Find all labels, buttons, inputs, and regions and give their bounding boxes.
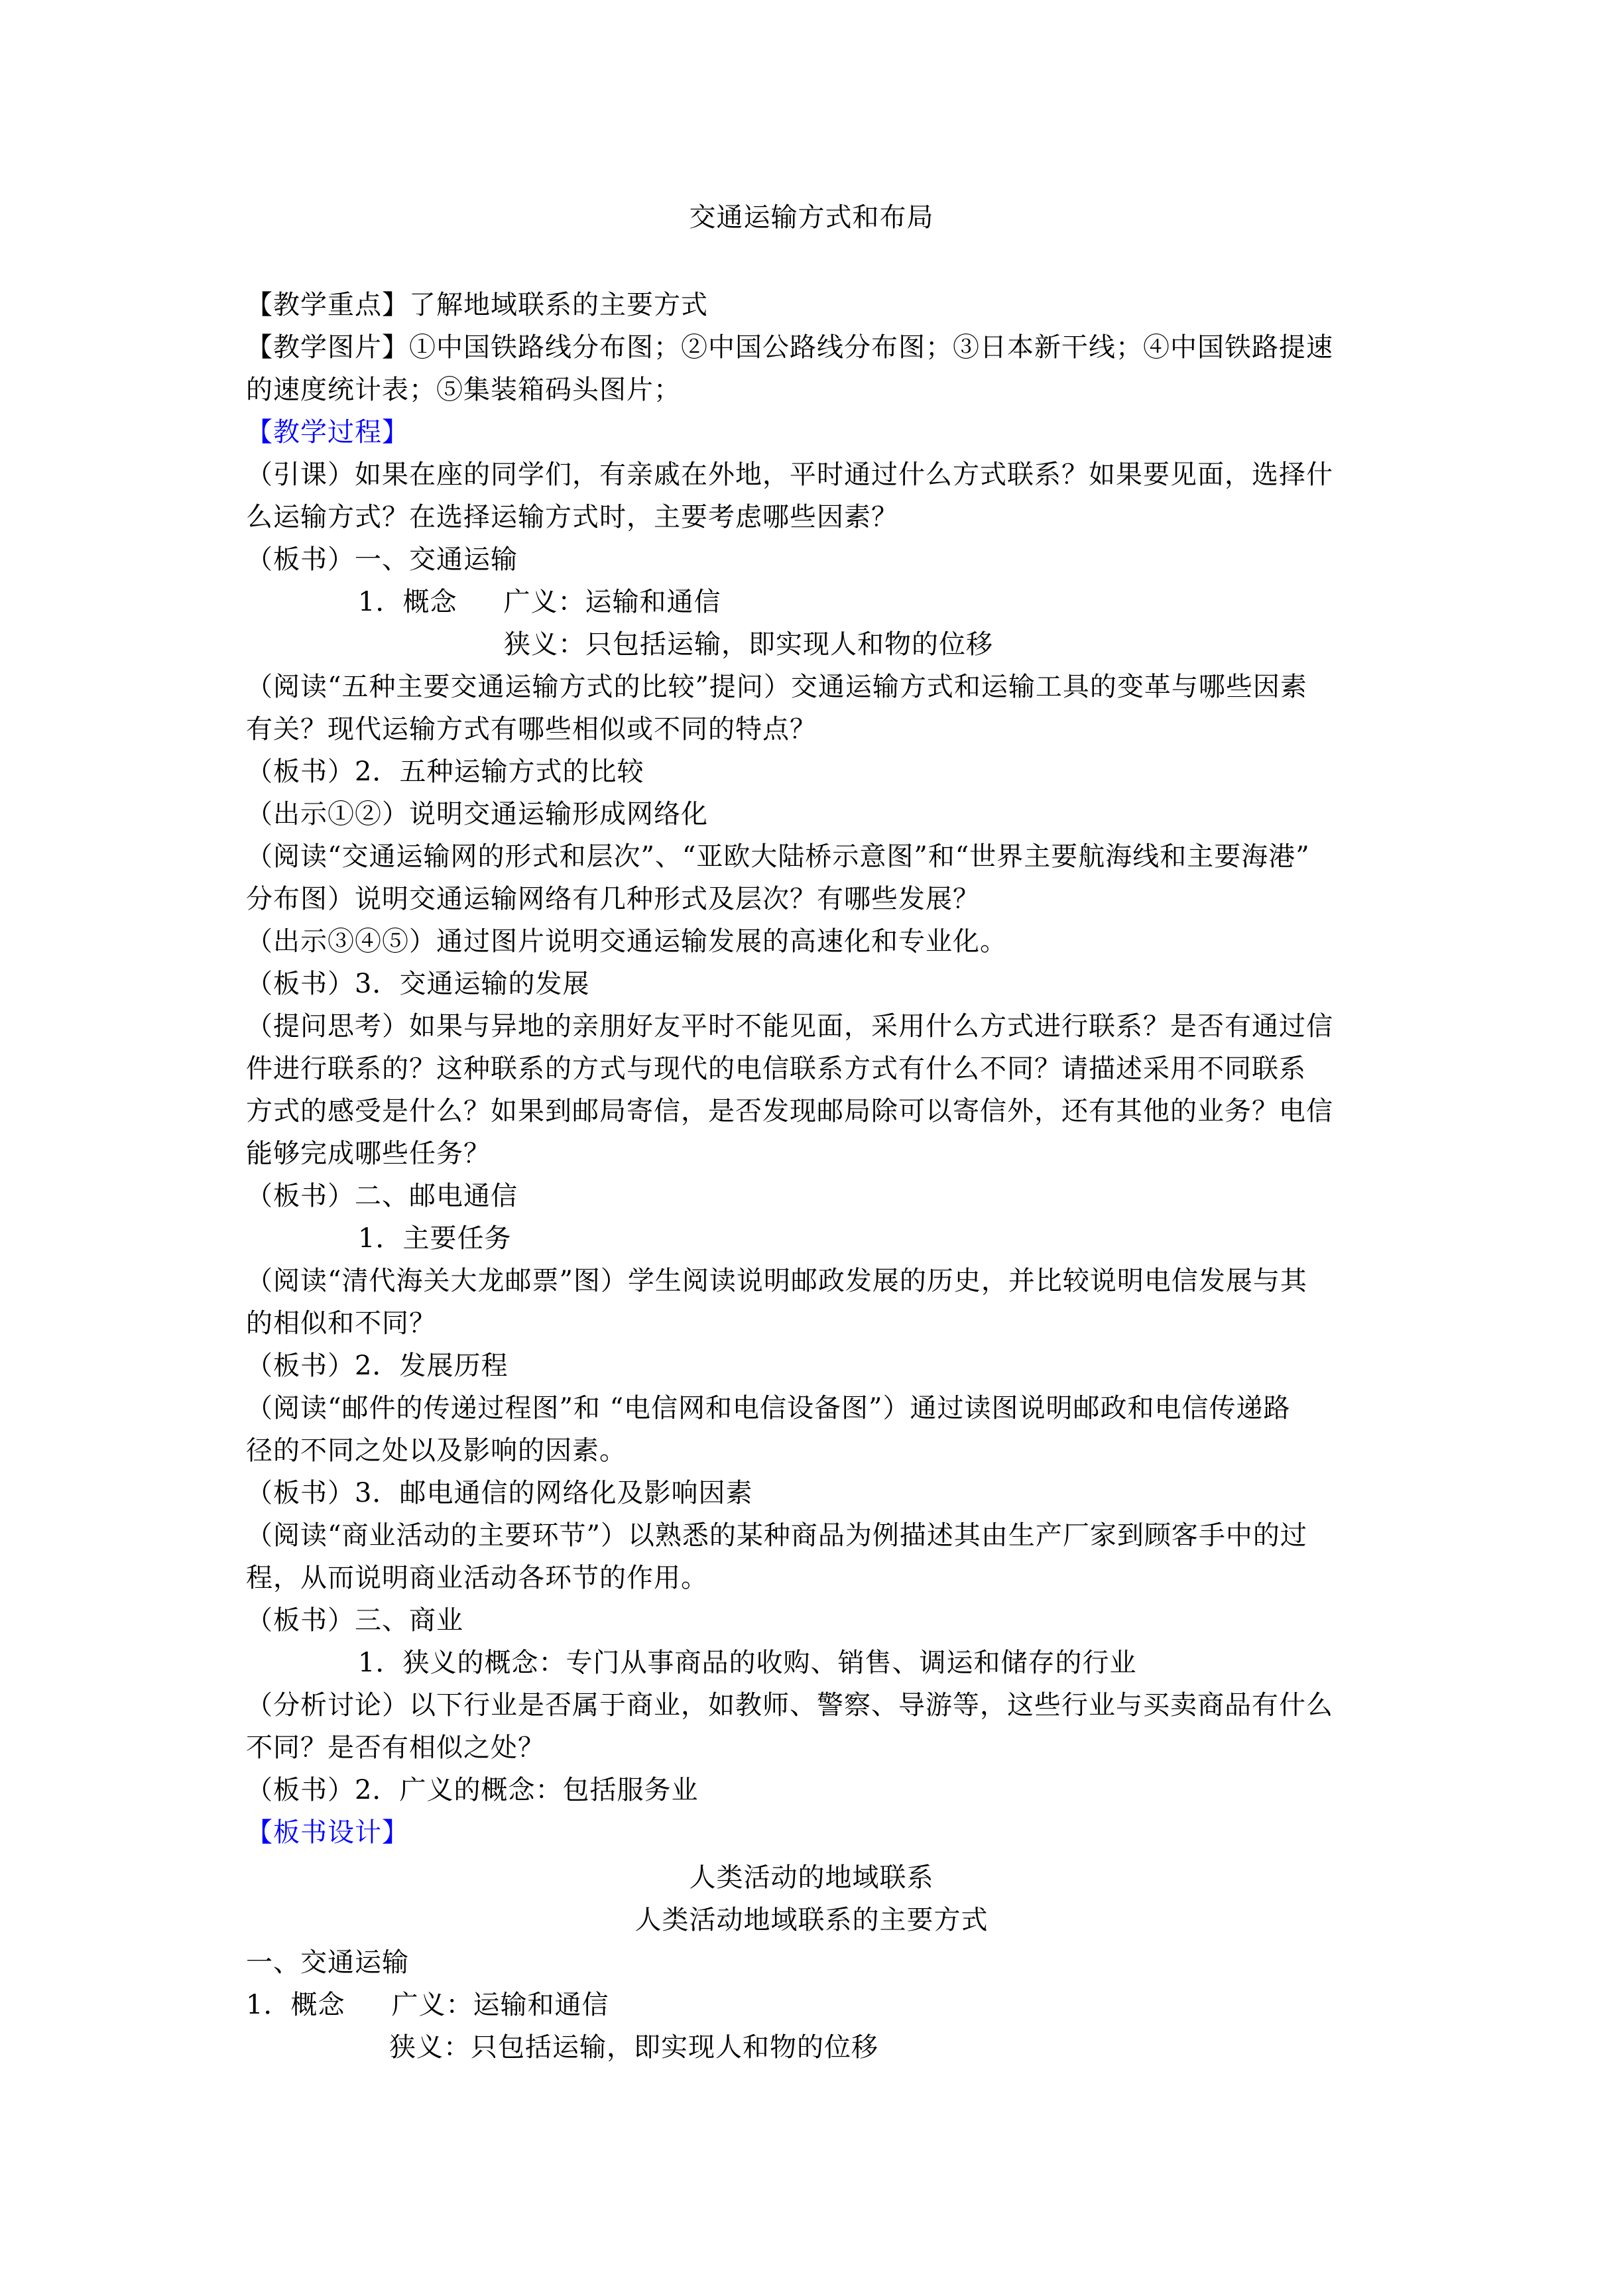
paragraph-line: 的相似和不同？	[246, 1308, 436, 1339]
broad-definition: 广义：运输和通信	[391, 1990, 609, 2020]
teaching-images-line2: 的速度统计表；⑤集装箱码头图片；	[246, 375, 681, 405]
board-design-heading: 一、交通运输	[246, 1947, 409, 1978]
board-design-narrow-definition: 狭义：只包括运输，即实现人和物的位移	[389, 2032, 878, 2063]
board-design-concept-row	[246, 1984, 1393, 2026]
board-line: （板书）2．五种运输方式的比较	[246, 756, 644, 787]
concept-label: 1．概念	[246, 1990, 345, 2020]
paragraph-line: 能够完成哪些任务？	[246, 1138, 491, 1169]
board-line: （板书）2．发展历程	[246, 1351, 509, 1381]
paragraph-line: 分布图）说明交通运输网络有几种形式及层次？有哪些发展？	[246, 884, 980, 914]
board-subitem: 1．主要任务	[358, 1223, 512, 1254]
paragraph-line: （出示③④⑤）通过图片说明交通运输发展的高速化和专业化。	[246, 926, 1007, 957]
paragraph-line: 方式的感受是什么？如果到邮局寄信，是否发现邮局除可以寄信外，还有其他的业务？电信	[246, 1096, 1333, 1126]
paragraph-line: （分析讨论）以下行业是否属于商业，如教师、警察、导游等，这些行业与买卖商品有什么	[246, 1690, 1333, 1721]
paragraph-line: 径的不同之处以及影响的因素。	[246, 1435, 627, 1466]
paragraph-line: （引课）如果在座的同学们，有亲戚在外地，平时通过什么方式联系？如果要见面，选择什	[246, 459, 1333, 490]
board-heading: （板书）二、邮电通信	[246, 1181, 518, 1211]
paragraph-line: （阅读“邮件的传递过程图”和 “电信网和电信设备图”）通过读图说明邮政和电信传递路	[246, 1393, 1291, 1423]
broad-definition: 广义：运输和通信	[503, 587, 721, 617]
concept-label: 1．概念	[358, 587, 457, 617]
narrow-definition: 狭义：只包括运输，即实现人和物的位移	[504, 629, 993, 660]
concept-row	[358, 581, 1505, 623]
board-line: （板书）2．广义的概念：包括服务业	[246, 1775, 699, 1805]
paragraph-line: 件进行联系的？这种联系的方式与现代的电信联系方式有什么不同？请描述采用不同联系	[246, 1054, 1306, 1084]
board-design-subtitle: 人类活动地域联系的主要方式	[634, 1905, 989, 1935]
board-line: （板书）3．交通运输的发展	[246, 969, 590, 999]
paragraph-line: （阅读“交通运输网的形式和层次”、“亚欧大陆桥示意图”和“世界主要航海线和主要海港”	[246, 841, 1310, 872]
board-design-title: 人类活动的地域联系	[689, 1862, 934, 1893]
paragraph-line: （阅读“商业活动的主要环节”）以熟悉的某种商品为例描述其由生产厂家到顾客手中的过	[246, 1520, 1307, 1551]
paragraph-line: 程，从而说明商业活动各环节的作用。	[246, 1563, 708, 1593]
paragraph-line: 么运输方式？在选择运输方式时，主要考虑哪些因素？	[246, 502, 898, 532]
board-heading: （板书）三、商业	[246, 1605, 463, 1636]
paragraph-line: （阅读“五种主要交通运输方式的比较”提问）交通运输方式和运输工具的变革与哪些因素	[246, 672, 1307, 702]
section-heading-teaching-process: 【教学过程】	[246, 417, 409, 448]
teaching-images-line1: 【教学图片】①中国铁路线分布图；②中国公路线分布图；③日本新干线；④中国铁路提速	[246, 332, 1333, 363]
teaching-focus: 【教学重点】了解地域联系的主要方式	[246, 290, 708, 320]
board-heading: （板书）一、交通运输	[246, 544, 518, 575]
paragraph-line: 不同？是否有相似之处？	[246, 1732, 545, 1763]
board-line: （板书）3．邮电通信的网络化及影响因素	[246, 1478, 753, 1508]
paragraph-line: （出示①②）说明交通运输形成网络化	[246, 799, 708, 829]
paragraph-line: 有关？现代运输方式有哪些相似或不同的特点？	[246, 714, 817, 745]
paragraph-line: （提问思考）如果与异地的亲朋好友平时不能见面，采用什么方式进行联系？是否有通过信	[246, 1011, 1333, 1042]
section-heading-board-design: 【板书设计】	[246, 1817, 409, 1848]
document-title: 交通运输方式和布局	[689, 202, 934, 233]
paragraph-line: （阅读“清代海关大龙邮票”图）学生阅读说明邮政发展的历史，并比较说明电信发展与其	[246, 1266, 1307, 1296]
board-subitem: 1．狭义的概念：专门从事商品的收购、销售、调运和储存的行业	[358, 1648, 1137, 1678]
